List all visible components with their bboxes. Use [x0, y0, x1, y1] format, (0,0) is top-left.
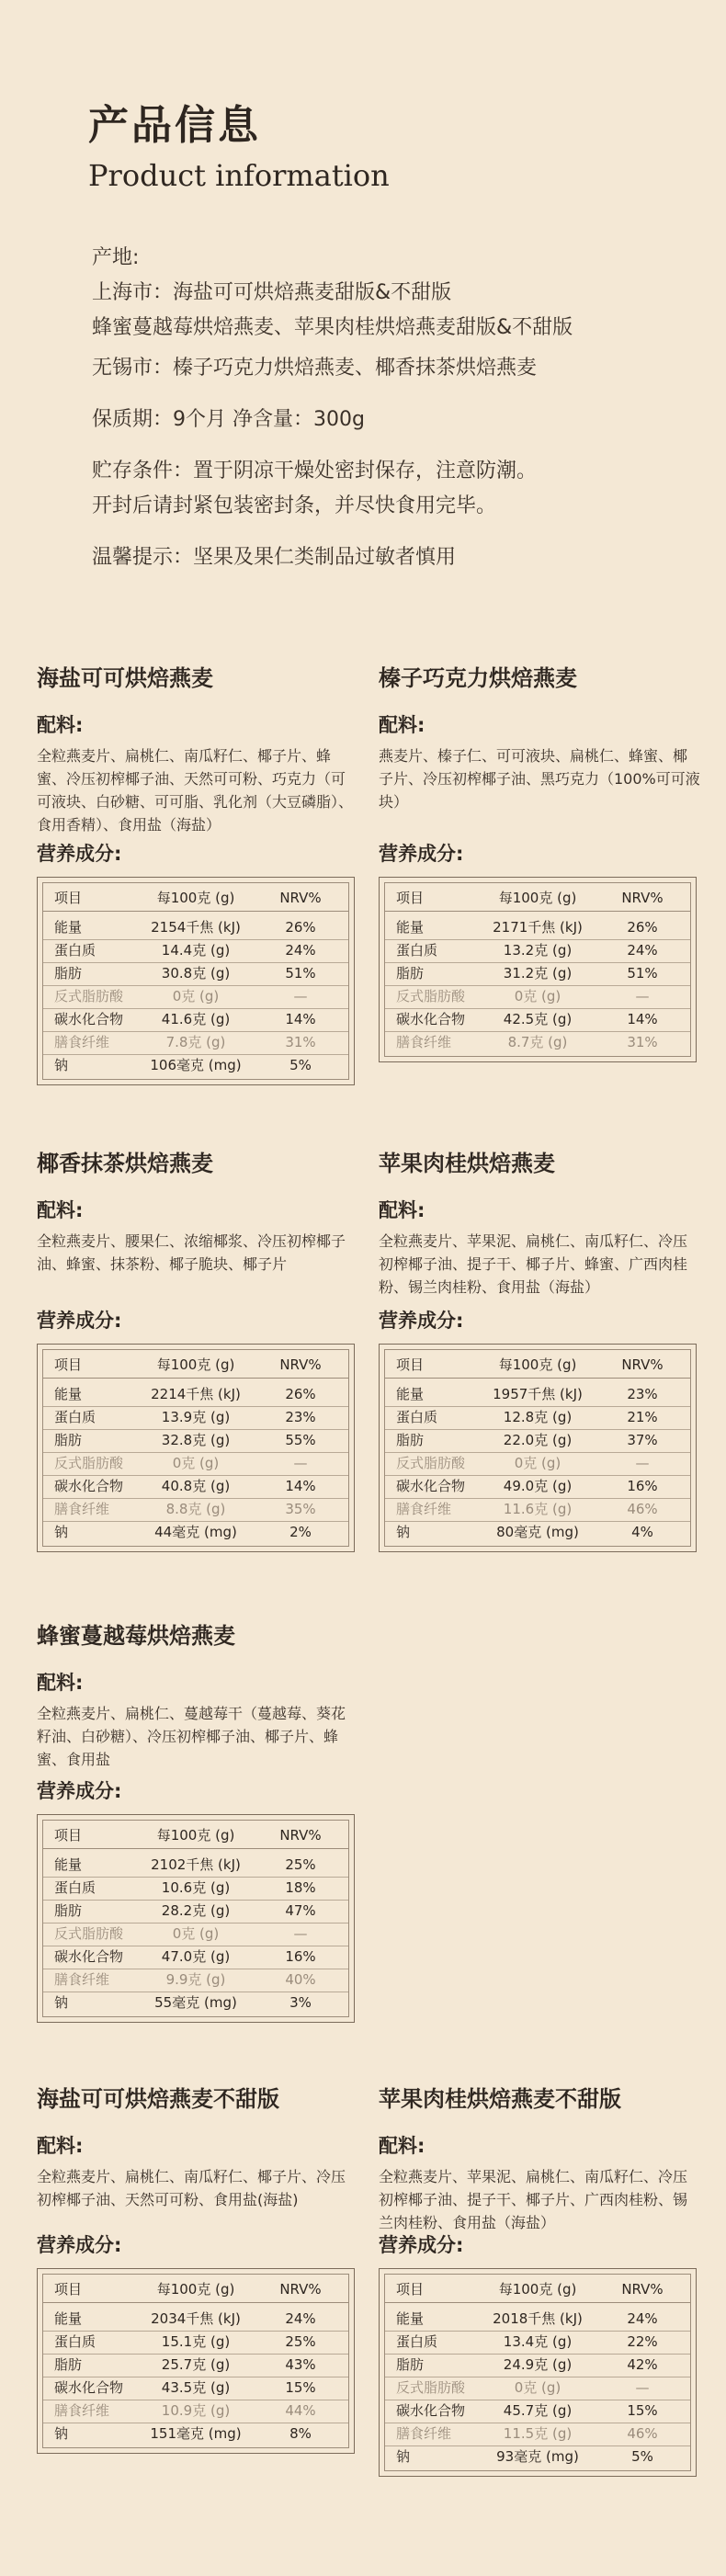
table-row [43, 1054, 348, 1077]
row-nrv: — [293, 1925, 308, 1942]
nutrition-table [37, 2268, 355, 2454]
row-value: 43.5克 (g) [161, 2379, 231, 2396]
row-value: 15.1克 (g) [161, 2333, 231, 2350]
col-nrv: NRV% [279, 1827, 322, 1844]
row-value: 2102千焦 (kJ) [151, 1856, 241, 1873]
table-header [385, 885, 690, 912]
ingredients-text: 全粒燕麦片、扁桃仁、南瓜籽仁、椰子片、蜂蜜、冷压初榨椰子油、天然可可粉、巧克力（可可液块、白砂糖、可可脂、乳化剂（大豆磷脂）、食用香精）、食用盐（海盐） [37, 747, 354, 834]
col-item: 项目 [54, 1827, 83, 1844]
row-value: 2034千焦 (kJ) [151, 2310, 241, 2327]
row-value: 10.6克 (g) [161, 1879, 231, 1896]
row-value: 11.5克 (g) [503, 2425, 573, 2442]
table-header [43, 885, 348, 912]
table-row [43, 1877, 348, 1900]
row-item: 膳食纤维 [54, 1501, 110, 1517]
row-value: 41.6克 (g) [161, 1011, 231, 1027]
product-card [37, 1149, 358, 1540]
col-item: 项目 [54, 1356, 83, 1373]
row-value: 2154千焦 (kJ) [151, 919, 241, 936]
table-row [43, 2400, 348, 2423]
row-item: 钠 [396, 2448, 411, 2465]
ingredients-label: 配料: [379, 2135, 425, 2157]
row-nrv: — [293, 1455, 308, 1471]
col-nrv: NRV% [621, 2281, 664, 2298]
table-row [43, 1008, 348, 1031]
ingredients-label: 配料: [37, 1199, 84, 1221]
row-nrv: — [635, 988, 650, 1004]
allergy-tip: 温馨提示：坚果及果仁类制品过敏者慎用 [92, 546, 457, 569]
row-nrv: 21% [627, 1409, 658, 1425]
page-subtitle: Product information [88, 158, 390, 193]
table-row [43, 1383, 348, 1406]
row-nrv: 4% [631, 1524, 653, 1540]
row-item: 蛋白质 [54, 942, 96, 959]
table-row [43, 2308, 348, 2331]
row-value: 2018千焦 (kJ) [493, 2310, 583, 2327]
col-nrv: NRV% [621, 1356, 664, 1373]
storage-line-1: 贮存条件：置于阴凉干燥处密封保存，注意防潮。 [92, 460, 538, 482]
table-header [43, 2276, 348, 2303]
row-item: 能量 [396, 919, 425, 936]
product-card [379, 664, 700, 1050]
row-nrv: 40% [285, 1971, 316, 1988]
ingredients-text: 全粒燕麦片、苹果泥、扁桃仁、南瓜籽仁、冷压初榨椰子油、提子干、椰子片、广西肉桂粉、锡兰肉桂粉、食用盐（海盐） [379, 2168, 688, 2231]
row-value: 0克 (g) [514, 1455, 562, 1471]
table-row [385, 1475, 690, 1498]
row-item: 脂肪 [396, 965, 425, 982]
table-row [43, 1992, 348, 2014]
col-per100: 每100克 (g) [498, 890, 577, 906]
nutrition-table [379, 877, 697, 1062]
table-row [385, 2400, 690, 2423]
row-item: 碳水化合物 [54, 1948, 124, 1965]
col-item: 项目 [54, 2281, 83, 2298]
row-nrv: 46% [627, 1501, 658, 1517]
row-item: 膳食纤维 [396, 2425, 452, 2442]
row-value: 2171千焦 (kJ) [493, 919, 583, 936]
table-header [385, 1352, 690, 1379]
row-item: 蛋白质 [54, 1409, 96, 1425]
row-nrv: 14% [627, 1011, 658, 1027]
row-nrv: 43% [285, 2356, 316, 2373]
row-item: 膳食纤维 [396, 1501, 452, 1517]
row-value: 28.2克 (g) [161, 1902, 231, 1919]
row-nrv: 16% [285, 1948, 316, 1965]
nutrition-table [37, 1814, 355, 2023]
row-value: 30.8克 (g) [161, 965, 231, 982]
row-value: 8.8克 (g) [165, 1501, 226, 1517]
table-row [43, 1452, 348, 1475]
row-nrv: 22% [627, 2333, 658, 2350]
table-row [43, 1946, 348, 1969]
row-nrv: 15% [285, 2379, 316, 2396]
table-row [385, 2354, 690, 2377]
table-row [43, 962, 348, 985]
table-row [43, 1498, 348, 1521]
origin-wuxi: 无锡市：榛子巧克力烘焙燕麦、椰香抹茶烘焙燕麦 [92, 357, 538, 380]
row-value: 0克 (g) [172, 988, 220, 1004]
table-row [43, 985, 348, 1008]
table-row [43, 1429, 348, 1452]
row-nrv: 8% [289, 2425, 312, 2442]
row-item: 反式脂肪酸 [54, 1455, 124, 1471]
row-nrv: 26% [285, 919, 316, 936]
row-nrv: 26% [627, 919, 658, 936]
product-name: 榛子巧克力烘焙燕麦 [379, 665, 577, 691]
col-per100: 每100克 (g) [498, 1356, 577, 1373]
product-name: 苹果肉桂烘焙燕麦不甜版 [379, 2086, 621, 2112]
row-value: 0克 (g) [514, 2379, 562, 2396]
table-row [385, 2445, 690, 2468]
row-item: 能量 [54, 1386, 83, 1402]
ingredients-text: 全粒燕麦片、苹果泥、扁桃仁、南瓜籽仁、冷压初榨椰子油、提子干、椰子片、蜂蜜、广西肉桂粉、锡兰肉桂粉、食用盐（海盐） [379, 1232, 688, 1296]
row-nrv: 55% [285, 1432, 316, 1448]
table-row [43, 1923, 348, 1946]
row-item: 膳食纤维 [54, 2402, 110, 2419]
product-card [37, 664, 358, 1073]
col-item: 项目 [396, 890, 425, 906]
nutrition-label: 营养成分: [379, 843, 464, 865]
nutrition-label: 营养成分: [379, 2234, 464, 2256]
row-item: 蛋白质 [396, 942, 438, 959]
row-item: 蛋白质 [396, 1409, 438, 1425]
table-row [385, 2331, 690, 2354]
table-row [385, 962, 690, 985]
row-item: 碳水化合物 [396, 2402, 466, 2419]
table-row [43, 1854, 348, 1877]
row-nrv: 31% [285, 1034, 316, 1050]
table-row [385, 1429, 690, 1452]
row-value: 47.0克 (g) [161, 1948, 231, 1965]
nutrition-table [379, 1344, 697, 1552]
row-nrv: 47% [285, 1902, 316, 1919]
row-nrv: 51% [627, 965, 658, 982]
ingredients-text: 燕麦片、榛子仁、可可液块、扁桃仁、蜂蜜、椰子片、冷压初榨椰子油、黑巧克力（100%可可液块） [379, 747, 700, 811]
shelf-life-weight: 保质期：9个月 净含量：300g [92, 408, 365, 431]
row-nrv: 24% [285, 942, 316, 959]
nutrition-table [379, 2268, 697, 2477]
row-value: 8.7克 (g) [507, 1034, 568, 1050]
row-item: 膳食纤维 [54, 1971, 110, 1988]
ingredients-label: 配料: [379, 714, 425, 736]
table-row [43, 1031, 348, 1054]
nutrition-label: 营养成分: [37, 843, 122, 865]
row-nrv: — [293, 988, 308, 1004]
nutrition-label: 营养成分: [379, 1310, 464, 1332]
col-item: 项目 [54, 890, 83, 906]
row-item: 反式脂肪酸 [396, 1455, 466, 1471]
col-nrv: NRV% [279, 890, 322, 906]
page-title: 产品信息 [88, 102, 261, 149]
row-value: 10.9克 (g) [161, 2402, 231, 2419]
row-value: 44毫克 (mg) [154, 1524, 237, 1540]
col-nrv: NRV% [279, 1356, 322, 1373]
row-nrv: 24% [627, 942, 658, 959]
product-name: 海盐可可烘焙燕麦不甜版 [37, 2086, 279, 2112]
row-nrv: 24% [285, 2310, 316, 2327]
row-value: 9.9克 (g) [165, 1971, 226, 1988]
col-item: 项目 [396, 2281, 425, 2298]
row-nrv: — [635, 1455, 650, 1471]
row-value: 42.5克 (g) [503, 1011, 573, 1027]
row-item: 脂肪 [54, 1902, 83, 1919]
row-nrv: 25% [285, 2333, 316, 2350]
row-value: 31.2克 (g) [503, 965, 573, 982]
row-nrv: 42% [627, 2356, 658, 2373]
row-nrv: 5% [289, 1057, 312, 1073]
row-nrv: 51% [285, 965, 316, 982]
row-nrv: 25% [285, 1856, 316, 1873]
product-card [37, 1621, 358, 2011]
row-nrv: 31% [627, 1034, 658, 1050]
table-row [43, 1521, 348, 1544]
table-row [385, 2377, 690, 2400]
row-value: 45.7克 (g) [503, 2402, 573, 2419]
row-value: 25.7克 (g) [161, 2356, 231, 2373]
row-item: 碳水化合物 [396, 1478, 466, 1494]
nutrition-label: 营养成分: [37, 2234, 122, 2256]
ingredients-label: 配料: [37, 2135, 84, 2157]
col-per100: 每100克 (g) [156, 890, 235, 906]
row-item: 碳水化合物 [54, 2379, 124, 2396]
table-row [385, 939, 690, 962]
row-nrv: 3% [289, 1994, 312, 2011]
table-row [385, 2308, 690, 2331]
row-nrv: 18% [285, 1879, 316, 1896]
row-value: 13.9克 (g) [161, 1409, 231, 1425]
row-item: 蛋白质 [396, 2333, 438, 2350]
row-value: 151毫克 (mg) [150, 2425, 242, 2442]
table-row [43, 2423, 348, 2445]
table-row [43, 2331, 348, 2354]
product-card [379, 1149, 700, 1540]
nutrition-table [37, 1344, 355, 1552]
nutrition-label: 营养成分: [37, 1310, 122, 1332]
table-row [43, 939, 348, 962]
table-row [385, 1521, 690, 1544]
row-item: 能量 [54, 919, 83, 936]
row-value: 55毫克 (mg) [154, 1994, 237, 2011]
row-item: 脂肪 [54, 965, 83, 982]
row-value: 0克 (g) [172, 1455, 220, 1471]
row-item: 能量 [396, 2310, 425, 2327]
row-nrv: 5% [631, 2448, 653, 2465]
row-value: 11.6克 (g) [503, 1501, 573, 1517]
table-row [385, 1008, 690, 1031]
table-row [43, 1969, 348, 1992]
row-item: 脂肪 [54, 1432, 83, 1448]
row-item: 脂肪 [54, 2356, 83, 2373]
row-nrv: 37% [627, 1432, 658, 1448]
row-item: 钠 [54, 2425, 69, 2442]
table-row [43, 2377, 348, 2400]
origin-label: 产地: [92, 246, 140, 269]
product-card [379, 2084, 700, 2465]
col-per100: 每100克 (g) [156, 2281, 235, 2298]
row-item: 钠 [54, 1524, 69, 1540]
row-value: 32.8克 (g) [161, 1432, 231, 1448]
col-per100: 每100克 (g) [156, 1356, 235, 1373]
row-nrv: 14% [285, 1011, 316, 1027]
row-value: 7.8克 (g) [165, 1034, 226, 1050]
table-header [43, 1352, 348, 1379]
row-nrv: — [635, 2379, 650, 2396]
row-nrv: 16% [627, 1478, 658, 1494]
ingredients-text: 全粒燕麦片、扁桃仁、南瓜籽仁、椰子片、冷压初榨椰子油、天然可可粉、食用盐(海盐) [37, 2168, 346, 2208]
row-value: 2214千焦 (kJ) [151, 1386, 241, 1402]
table-row [385, 1383, 690, 1406]
row-value: 22.0克 (g) [503, 1432, 573, 1448]
col-item: 项目 [396, 1356, 425, 1373]
product-name: 海盐可可烘焙燕麦 [37, 665, 213, 691]
col-per100: 每100克 (g) [498, 2281, 577, 2298]
table-header [385, 2276, 690, 2303]
table-row [385, 985, 690, 1008]
ingredients-label: 配料: [37, 714, 84, 736]
product-info-block [92, 241, 573, 575]
row-nrv: 24% [627, 2310, 658, 2327]
row-nrv: 23% [627, 1386, 658, 1402]
row-item: 钠 [54, 1057, 69, 1073]
col-per100: 每100克 (g) [156, 1827, 235, 1844]
table-row [43, 1900, 348, 1923]
row-nrv: 23% [285, 1409, 316, 1425]
product-name: 蜂蜜蔓越莓烘焙燕麦 [37, 1623, 235, 1649]
table-row [385, 1406, 690, 1429]
table-row [43, 1475, 348, 1498]
origin-shanghai-2: 蜂蜜蔓越莓烘焙燕麦、苹果肉桂烘焙燕麦甜版&不甜版 [92, 316, 573, 339]
table-row [43, 1406, 348, 1429]
row-item: 碳水化合物 [396, 1011, 466, 1027]
row-nrv: 26% [285, 1386, 316, 1402]
row-value: 1957千焦 (kJ) [493, 1386, 583, 1402]
table-row [43, 2354, 348, 2377]
row-nrv: 15% [627, 2402, 658, 2419]
table-row [385, 1031, 690, 1054]
row-item: 反式脂肪酸 [396, 2379, 466, 2396]
origin-shanghai: 上海市：海盐可可烘焙燕麦甜版&不甜版 [92, 281, 452, 304]
row-item: 反式脂肪酸 [54, 1925, 124, 1942]
row-value: 106毫克 (mg) [150, 1057, 242, 1073]
row-item: 能量 [396, 1386, 425, 1402]
table-row [43, 916, 348, 939]
row-nrv: 44% [285, 2402, 316, 2419]
row-value: 14.4克 (g) [161, 942, 231, 959]
table-row [385, 1498, 690, 1521]
row-item: 能量 [54, 1856, 83, 1873]
col-nrv: NRV% [279, 2281, 322, 2298]
row-value: 80毫克 (mg) [496, 1524, 579, 1540]
ingredients-label: 配料: [379, 1199, 425, 1221]
product-name: 椰香抹茶烘焙燕麦 [37, 1151, 213, 1176]
col-nrv: NRV% [621, 890, 664, 906]
row-item: 碳水化合物 [54, 1478, 124, 1494]
row-value: 49.0克 (g) [503, 1478, 573, 1494]
row-item: 能量 [54, 2310, 83, 2327]
row-item: 脂肪 [396, 2356, 425, 2373]
row-item: 钠 [54, 1994, 69, 2011]
row-item: 脂肪 [396, 1432, 425, 1448]
row-nrv: 46% [627, 2425, 658, 2442]
row-item: 钠 [396, 1524, 411, 1540]
row-nrv: 35% [285, 1501, 316, 1517]
row-value: 13.4克 (g) [503, 2333, 573, 2350]
row-item: 反式脂肪酸 [396, 988, 466, 1004]
row-item: 膳食纤维 [396, 1034, 452, 1050]
row-item: 膳食纤维 [54, 1034, 110, 1050]
row-value: 0克 (g) [172, 1925, 220, 1942]
nutrition-label: 营养成分: [37, 1780, 122, 1802]
storage-line-2: 开封后请封紧包装密封条，并尽快食用完毕。 [92, 494, 497, 517]
row-item: 蛋白质 [54, 1879, 96, 1896]
nutrition-table [37, 877, 355, 1085]
row-value: 12.8克 (g) [503, 1409, 573, 1425]
product-card [37, 2084, 358, 2442]
row-value: 0克 (g) [514, 988, 562, 1004]
row-value: 24.9克 (g) [503, 2356, 573, 2373]
product-name: 苹果肉桂烘焙燕麦 [379, 1151, 555, 1176]
row-nrv: 2% [289, 1524, 312, 1540]
row-value: 13.2克 (g) [503, 942, 573, 959]
table-header [43, 1822, 348, 1849]
row-value: 40.8克 (g) [161, 1478, 231, 1494]
table-row [385, 2423, 690, 2445]
ingredients-text: 全粒燕麦片、腰果仁、浓缩椰浆、冷压初榨椰子油、蜂蜜、抹茶粉、椰子脆块、椰子片 [37, 1232, 346, 1273]
row-item: 反式脂肪酸 [54, 988, 124, 1004]
row-value: 93毫克 (mg) [496, 2448, 579, 2465]
table-row [385, 1452, 690, 1475]
ingredients-text: 全粒燕麦片、扁桃仁、蔓越莓干（蔓越莓、葵花籽油、白砂糖）、冷压初榨椰子油、椰子片、蜂蜜、食用盐 [37, 1705, 346, 1768]
ingredients-label: 配料: [37, 1672, 84, 1694]
table-row [385, 916, 690, 939]
row-item: 碳水化合物 [54, 1011, 124, 1027]
row-nrv: 14% [285, 1478, 316, 1494]
row-item: 蛋白质 [54, 2333, 96, 2350]
